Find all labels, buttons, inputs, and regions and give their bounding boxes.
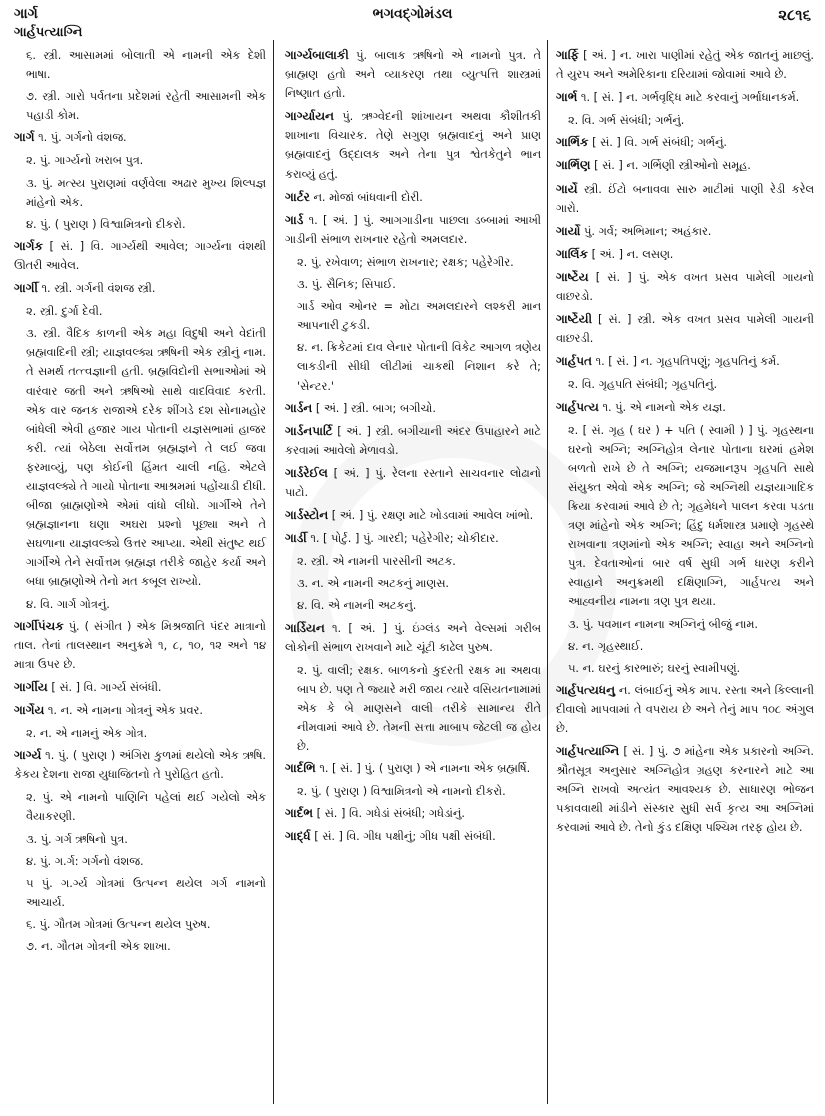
definition-text: [ સં. ] વિ. ગર્ભ સંબંધી; ગર્ભનું.	[592, 136, 727, 150]
dictionary-entry	[14, 128, 266, 147]
guide-word-last: ગાર્હપત્યાગ્નિ	[14, 25, 83, 40]
definition-text: ૭. સ્ત્રી. ગારો પર્વતના પ્રદેશમાં રહેતી આસામની એક પહાડી કોમ.	[26, 90, 266, 123]
headword: ગાર્ગીય	[14, 679, 48, 694]
entry-sense	[297, 552, 541, 571]
definition-text: પું. ઋગ્વેદની શાંખાયન અથવા કૌશીતકી શાખાના વિચારક. તેણે સગુણ બ્રહ્મવાદનું અને પ્રાણ બ્રહ્મવાદનું ઉદ્દાલક અને તેના પુત્ર શ્વેતકેતુને ભાન કરાવ્યું હતું.	[285, 110, 541, 181]
definition-text: ૨. ન. એ નામનું એક ગોત્ર.	[26, 727, 148, 741]
headword: ગાર્ડી	[285, 531, 307, 546]
headword: ગાર્ડસ્ટોન	[285, 508, 329, 523]
entry-sense	[297, 782, 541, 801]
definition-text: [ અં. ] પું. રક્ષણ માટે ખોડવામાં આવેલ ખાંભો.	[331, 509, 534, 523]
entry-sense	[26, 302, 266, 321]
headword: ગાર્ડિયન	[285, 620, 325, 635]
dictionary-entry	[285, 827, 541, 846]
definition-text: ૧. [ અં. ] પું. ઇંગ્લંડ અને વેલ્સમાં ગરીબ લોકોની સંભાળ રાખવાને માટે ચૂંટી કાઢેલ પુરુષ.	[285, 621, 541, 654]
entry-sense	[297, 596, 541, 615]
headword: ગાર્હપત્ય	[556, 399, 599, 414]
definition-text: ૪. વિ. ગાર્ગ ગોત્રનું.	[26, 597, 110, 611]
dictionary-entry	[556, 222, 814, 241]
dictionary-entry	[556, 133, 814, 152]
headword: ગાર્ગેય	[14, 703, 45, 717]
entry-sense	[26, 788, 266, 826]
definition-text: [ સં. ] ન. ગર્ભિણી સ્ત્રીઓનો સમૂહ.	[594, 159, 751, 173]
definition-text: ૨. પું. વાલી; રક્ષક. બાળકનો કુદરતી રક્ષક મા અથવા બાપ છે. પણ તે જ્યારે મરી જાય ત્યારે વસિયતનામામાં એક કે બે માણસને વાલી તરીકે સામાન્ય રીતે નીમવામાં આવે છે. તેમની સત્તા માબાપ જેટલી જ હોય છે.	[297, 663, 541, 754]
definition-text: ૧. [ અં. ] પું. આગગાડીના પાછલા ડબ્બામાં આખી ગાડીની સંભાળ રાખનાર રહેતો અમલદાર.	[285, 213, 541, 246]
column-divider	[547, 40, 548, 1104]
page-number: ૨૮૧૬	[778, 6, 811, 24]
dictionary-entry	[285, 422, 541, 460]
definition-text: ૧. [ પોર્ટુ. ] પું. ગારદી; પહેરેગીર; ચોકીદાર.	[310, 532, 499, 546]
headword: ગાર્ગક	[14, 238, 43, 253]
entry-sense	[26, 87, 266, 125]
definition-text: [ સં. ] પું. એક વખત પ્રસવ પામેલી ગાયનો વાછરડો.	[556, 270, 814, 304]
headword: ગાર્દ્ધ	[285, 829, 311, 844]
definition-text: [ સં. ] સ્ત્રી. એક વખત પ્રસવ પામેલી ગાયની વાછરડી.	[556, 313, 814, 346]
definition-text: ૩. ન. એ નામની અટકનું માણસ.	[297, 577, 450, 591]
headword: ગાર્ગ્યબાલાકી	[285, 48, 349, 62]
entry-sense	[568, 637, 814, 656]
definition-text: ૨. પું. ગાર્ગ્યનો ખરાબ પુત્ર.	[26, 154, 144, 168]
definition-text: ૨. પું. એ નામનો પાણિનિ પહેલાં થઈ ગયેલો એક વૈયાકરણી.	[26, 791, 266, 824]
definition-text: ૨. [ સં. ગૃહ ( ઘર ) + પતિ ( સ્વામી ) ] પું. ગૃહસ્થના ઘરનો અગ્નિ; અગ્નિહોત્ર લેનાર પોતાના ઘરમાં હમેશ બળતો રાખે છે તે અગ્નિ; યજમાનરૂપ ગૃહપતિ સાથે સંયુક્ત એવો એક અગ્નિ; જે અગ્નિથી યજ્ઞયાગાદિક ક્રિયા કરવામાં આવે છે તે; ગૃહમેધને પાલન કરવા પડતા ત્રણ માંહેનો એક અગ્નિ; હિંદુ ધર્મશાસ્ત્ર પ્રમાણે ગૃહસ્થે રાખવાના ત્રણમાંનો એક અગ્નિ; સ્વાહા અને અગ્નિનો પુત્ર. દેવતાઓનાં બાર વર્ષ સુધી ગર્ભ ધારણ કરીને સ્વાહાને અનુક્રમથી દક્ષિણાગ્નિ, ગાર્હપત્ય અને આહ્વનીય નામના ત્રણ પુત્ર થયા.	[568, 423, 814, 609]
dictionary-entry	[285, 619, 541, 657]
dictionary-entry	[556, 268, 814, 306]
dictionary-entry	[556, 742, 814, 837]
dictionary-entry	[285, 506, 541, 525]
dictionary-entry	[556, 88, 814, 107]
entry-sense	[568, 615, 814, 634]
entry-sense	[297, 297, 541, 335]
definition-text: [ અં. ] સ્ત્રી. બગીચાની અંદર ઉપાહારને માટે કરવામાં આવેલો મેળાવડો.	[285, 424, 541, 457]
entry-sense	[297, 338, 541, 395]
column-left	[14, 46, 266, 1110]
headword: ગાર્ફિ	[556, 48, 579, 62]
entry-sense	[26, 830, 266, 849]
headword: ગાર્ભિક	[556, 135, 589, 150]
dictionary-entry	[14, 237, 266, 275]
definition-text: ૧. સ્ત્રી. ગર્ગની વંશજ સ્ત્રી.	[41, 282, 156, 296]
entry-sense	[26, 174, 266, 212]
definition-text: પું. ( સંગીત ) એક મિશ્રજાતિ પંદર માત્રાનો તાલ. તેનાં તાલસ્થાન અનુક્રમે ૧, ૮, ૧૦, ૧૨ અને ૧૪ માત્રા ઉપર છે.	[14, 619, 266, 671]
entry-sense	[26, 724, 266, 743]
definition-text: સ્ત્રી. ઈંટો બનાવવા સારુ માટીમાં પાણી રેડી કરેલ ગારો.	[556, 182, 814, 215]
definition-text: [ સં. ] પું. ૭ માંહેના એક પ્રકારનો અગ્નિ. શ્રૌતસૂત્ર અનુસાર અગ્નિહોત્ર ગ્રહણ કરનારને માટે આ અગ્નિ રાખવો અત્યંત આવશ્યક છે. સાધારણ ભોજન પકાવવાથી માંડીને સંસ્કાર સુધી સર્વ કૃત્ય આ અગ્નિમાં કરવામાં આવે છે. તેનો કુંડ દક્ષિણ પશ્ચિમ તરફ હોય છે.	[556, 745, 814, 835]
dictionary-entry	[285, 188, 541, 207]
dictionary-entry	[285, 529, 541, 548]
definition-text: પું. ગર્વ; અભિમાન; અહંકાર.	[584, 224, 712, 238]
dictionary-entry	[285, 107, 541, 183]
dictionary-entry	[556, 681, 814, 738]
dictionary-entry	[14, 701, 266, 720]
headword: ગાર્દભ	[285, 806, 314, 821]
headword: ગાર્ગ્ય	[14, 748, 42, 763]
definition-text: ૧. પું. ( પુરાણ ) અંગિરા કુળમાં થયેલો એક ઋષિ. કેકય દેશના રાજા યુધાજિતનો તે પુરોહિત હતો.	[14, 749, 267, 782]
headword: ગાર્હપત્યાગ્નિ	[556, 744, 620, 759]
dictionary-entry	[14, 617, 266, 674]
definition-text: [ સં. ] વિ. ગાર્ગ્યથી આવેલ; ગાર્ગ્યના વંશથી ઊતરી આવેલ.	[14, 239, 266, 272]
definition-text: [ અં. ] ન. લસણ.	[591, 247, 674, 261]
dictionary-entry	[556, 310, 814, 348]
headword: ગાર્ષ્ટેયી	[556, 312, 593, 327]
headword: ગાર્ભ	[556, 90, 578, 105]
column-divider	[273, 40, 274, 1104]
headword: ગાર્ભિણ	[556, 158, 591, 173]
headword: ગાર્ટર	[285, 189, 310, 204]
dictionary-entry	[556, 398, 814, 417]
definition-text: ૫ પું. ગ.ર્ગ્ય ગોત્રમાં ઉત્પન્ન થયેલ ગર્ગ નામનો આચાર્ય.	[26, 876, 266, 909]
headword: ગાર્યો	[556, 223, 581, 238]
headword: ગાર્ડ	[285, 212, 304, 227]
headword: ગાર્ગીપંચક	[14, 618, 64, 633]
definition-text: ૬. પું. ગૌતમ ગોત્રમાં ઉત્પન્ન થયેલ પુરુષ.	[26, 917, 211, 931]
definition-text: ૧. [ સં. ] ન. ગૃહપતિપણું; ગૃહપતિનું કર્મ.	[595, 355, 780, 369]
dictionary-entry	[556, 46, 814, 84]
definition-text: ૨. પું. ( પુરાણ ) વિશ્વામિત્રનો એ નામનો દીકરો.	[297, 785, 506, 799]
definition-text: ૨. પું. રખેવાળ; સંભાળ રાખનાર; રક્ષક; પહેરેગીર.	[297, 255, 514, 269]
definition-text: પું. બાલાક ઋષિનો એ નામનો પુત્ર. તે બ્રાહ્મણ હતો અને વ્યાકરણ તથા વ્યુત્પત્તિ શાસ્ત્રમાં નિષ્ણાત હતો.	[285, 49, 541, 101]
definition-text: ૩. પું. મત્સ્ય પુરાણમાં વર્ણવેલા અઢાર મુખ્ય શિલ્પજ્ઞ માંહેનો એક.	[26, 176, 266, 209]
definition-text: ૧. પું. ગર્ગનો વંશજ.	[38, 131, 127, 145]
dictionary-entry	[14, 746, 266, 784]
entry-sense	[26, 46, 266, 84]
definition-text: [ સં. ] વિ. ગધેડાં સંબંધી; ગધેડાંનું.	[316, 807, 465, 821]
page-header	[14, 6, 811, 26]
dictionary-entry	[285, 399, 541, 418]
dictionary-entry	[285, 46, 541, 103]
definition-text: ગાર્ડ ઓવ ઓનર = મોટા અમલદારને લશ્કરી માન આપનારી ટુકડી.	[297, 300, 541, 333]
definition-text: [ અં. ] સ્ત્રી. બાગ; બગીચો.	[315, 401, 436, 415]
headword: ગાર્હપત્યધનુ	[556, 682, 616, 697]
definition-text: ન. મોજાં બાંધવાની દોરી.	[313, 190, 423, 204]
entry-sense	[297, 275, 541, 294]
definition-text: ૧. [ સં. ] ન. ગર્ભવૃદ્ધિ માટે કરવાનું ગર્ભાધાનકર્મ.	[580, 91, 800, 105]
definition-text: ૨. સ્ત્રી. એ નામની પારસીની અટક.	[297, 555, 456, 569]
dictionary-entry	[14, 678, 266, 697]
definition-text: ૪. ન. ગૃહસ્થાઈ.	[568, 639, 644, 653]
entry-sense	[568, 421, 814, 612]
definition-text: ૬. સ્ત્રી. આસામમાં બોલાતી એ નામની એક દેશી ભાષા.	[26, 49, 266, 82]
definition-text: ૪. વિ. એ નામની અટકનું.	[297, 599, 417, 613]
headword: ગાર્ડરેઈલ	[285, 465, 328, 480]
dictionary-entry	[556, 352, 814, 371]
definition-text: ૩. પું. સૈનિક; સિપાઈ.	[297, 278, 396, 292]
column-middle	[285, 46, 541, 1110]
dictionary-entry	[14, 279, 266, 298]
column-right	[556, 46, 814, 1110]
entry-sense	[26, 852, 266, 871]
entry-sense	[26, 324, 266, 591]
entry-sense	[297, 661, 541, 756]
definition-text: [ અં. ] પું. રેલના રસ્તાને સાચવનાર લોઢાનો પાટો.	[285, 466, 541, 499]
definition-text: ૪. પું. ગ.ર્ગ: ગર્ગનો વંશજ.	[26, 854, 144, 868]
headword: ગાર્ગ્યાયન	[285, 109, 334, 124]
definition-text: ૧. [ સં. ] પું. ( પુરાણ ) એ નામના એક બ્રહ્મર્ષિ.	[319, 762, 531, 776]
definition-text: ૭. ન. ગૌતમ ગોત્રની એક શાખા.	[26, 940, 171, 954]
definition-text: ૨. વિ. ગર્ભ સંબંધી; ગર્ભનું.	[568, 114, 685, 128]
definition-text: ૪. ન. ક્રિકેટમાં દાવ લેનાર પોતાની વિકેટ આગળ ત્રણેય લાકડીની સીધી લીટીમાં ચાકથી નિશાન કરે તે; 'સેન્ટર.'	[297, 341, 541, 393]
definition-text: ૧. ન. એ નામના ગોત્રનું એક પ્રવર.	[47, 704, 203, 717]
definition-text: ૨. વિ. ગૃહપતિ સંબંધી; ગૃહપતિનું.	[568, 378, 718, 392]
dictionary-entry	[556, 156, 814, 175]
entry-sense	[26, 915, 266, 934]
entry-sense	[26, 874, 266, 912]
headword: ગાર્યે	[556, 181, 578, 196]
entry-sense	[568, 111, 814, 130]
headword: ગાર્ડન	[285, 400, 313, 415]
headword: ગાર્ડનપાર્ટિ	[285, 423, 333, 438]
dictionary-entry	[285, 759, 541, 778]
dictionary-entry	[556, 180, 814, 218]
entry-sense	[297, 574, 541, 593]
entry-sense	[26, 595, 266, 614]
definition-text: ૩. પું. પવમાન નામના અગ્નિનું બીજું નામ.	[568, 617, 758, 631]
dictionary-entry	[285, 804, 541, 823]
definition-text: ૨. સ્ત્રી. દુર્ગા દેવી.	[26, 305, 103, 319]
definition-text: ૫. ન. ઘરનું કારભારું; ઘરનું સ્વામીપણું.	[568, 661, 741, 675]
definition-text: [ અં. ] ન. ખારા પાણીમાં રહેતું એક જાતનું માછલું. તે યુરપ અને અમેરિકાના દરિયામાં જોવામાં આવે છે.	[556, 49, 814, 82]
headword: ગાર્ગ	[14, 130, 35, 145]
definition-text: [ સં. ] વિ. ગીધ પક્ષીનું; ગીધ પક્ષી સંબંધી.	[314, 830, 496, 844]
entry-sense	[26, 215, 266, 234]
dictionary-entry	[285, 211, 541, 249]
headword: ગાર્દભિ	[285, 761, 316, 776]
definition-text: ૩. પું. ગર્ગ ઋષિનો પુત્ર.	[26, 832, 128, 846]
definition-text: ૪. પું. ( પુરાણ ) વિશ્વામિત્રનો દીકરો.	[26, 217, 186, 231]
dictionary-title: ભગવદ્ગોમંડલ	[372, 6, 453, 22]
definition-text: [ સં. ] વિ. ગાર્ગ્ય સંબંધી.	[51, 680, 162, 694]
definition-text: ૩. સ્ત્રી. વૈદિક કાળની એક મહા વિદુષી અને વેદાંતી બ્રહ્મવાદિની સ્ત્રી; યાજ્ઞવલ્ક્ય ઋષિની એક સ્ત્રીનું નામ. તે સમર્થ તત્ત્વજ્ઞાની હતી. બ્રહ્મવિદોની સભાઓમાં એ વારંવાર જતી અને ઋષિઓ સાથે વાદવિવાદ કરતી. એક વાર જનક રાજાએ દરેક શીંગડે દશ સોનામહોર બાંધેલી એવી હજાર ગાય પોતાની યજ્ઞસભામાં હાજર કરી. ત્યાં બેઠેલા સર્વોત્તમ બ્રહ્મજ્ઞને તે લઈ જવા ફરમાવ્યું, પણ કોઈની હિંમત ચાલી નહિ. એટલે યાજ્ઞવલ્ક્યે તે ગાયો પોતાના આશ્રમમાં પહોંચાડી દીધી. બીજા બ્રાહ્મણોએ એમાં વાંધો લીધો. ગાર્ગીએ તેને બ્રહ્મજ્ઞાનના ઘણા અઘરા પ્રશ્નો પૂછ્યા અને તે સઘળાના યાજ્ઞવલ્ક્યે ઉત્તર આપ્યા. એથી સંતુષ્ટ થઈ ગાર્ગીએ તેને સર્વોત્તમ બ્રહ્મજ્ઞ તરીકે જાહેર કર્યા અને બધા બ્રાહ્મણોએ તેનો મત કબૂલ રાખ્યો.	[26, 327, 266, 589]
entry-sense	[26, 937, 266, 956]
headword: ગાર્લિક	[556, 246, 588, 261]
headword: ગાર્ષ્ટેય	[556, 269, 589, 284]
entry-sense	[26, 151, 266, 170]
entry-sense	[568, 659, 814, 678]
definition-text: ન. લંબાઈનું એક માપ. રસ્તા અને કિલ્લાની દીવાલો માપવામાં તે વપરાય છે અને તેનું માપ ૧૦૮ અંગુલ છે.	[556, 683, 815, 735]
entry-sense	[297, 253, 541, 272]
guide-word-first: ગાર્ગ	[14, 6, 38, 22]
definition-text: ૧. પું. એ નામનો એક યજ્ઞ.	[602, 400, 726, 414]
dictionary-entry	[556, 245, 814, 264]
entry-sense	[568, 375, 814, 394]
dictionary-entry	[285, 464, 541, 502]
headword: ગાર્ગી	[14, 281, 38, 296]
headword: ગાર્હપત	[556, 354, 592, 369]
